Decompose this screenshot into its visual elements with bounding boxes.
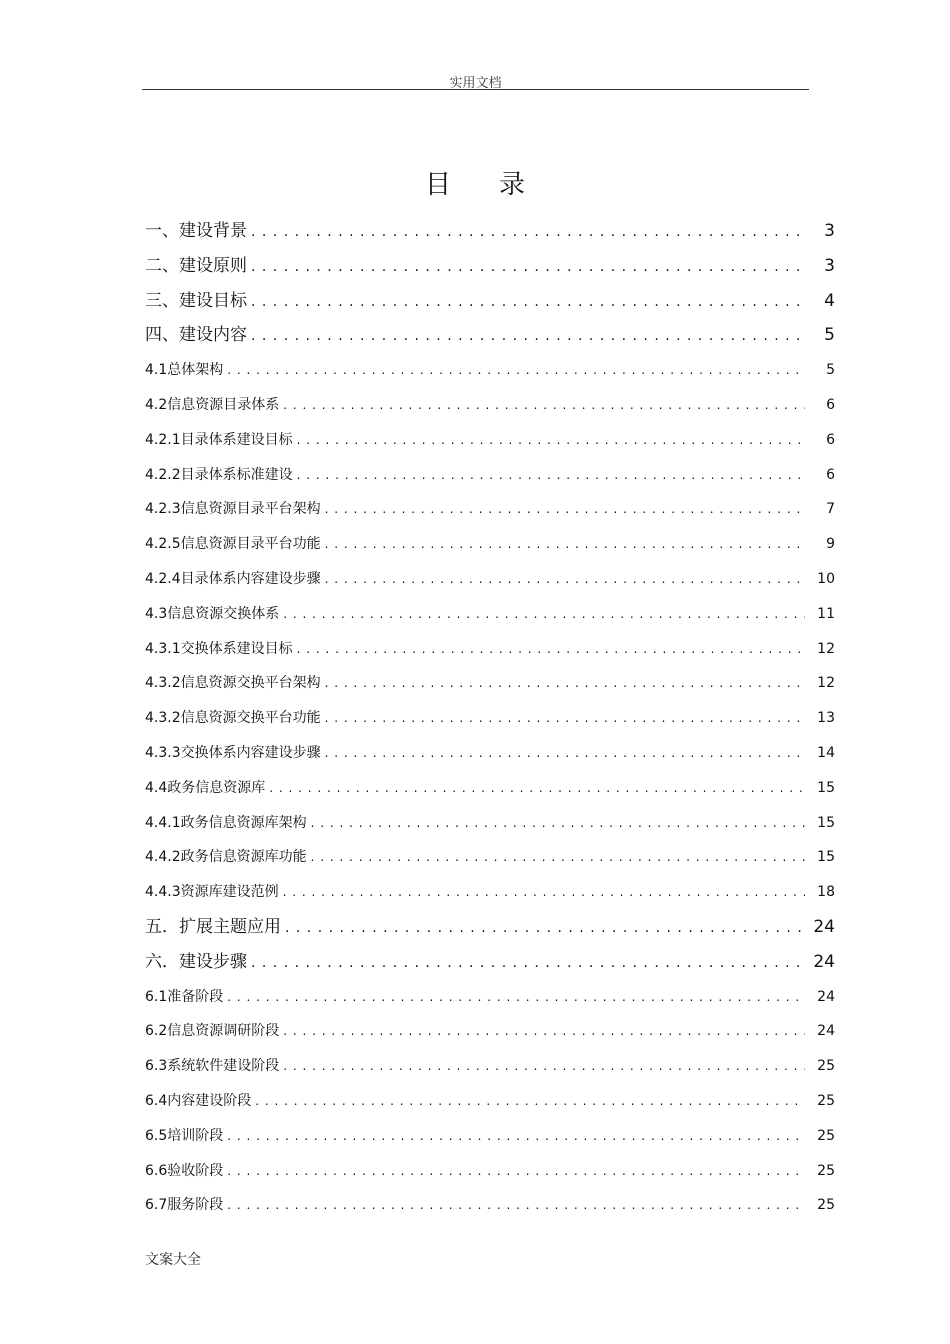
toc-leader-dots xyxy=(251,946,805,981)
toc-leader-dots xyxy=(251,285,805,320)
toc-entry[interactable] xyxy=(145,840,835,875)
toc-entry-page-number: 3 xyxy=(824,255,835,276)
toc-leader-dots xyxy=(251,250,805,285)
toc-leader-dots xyxy=(283,597,805,632)
toc-leader-dots xyxy=(251,319,805,354)
toc-leader-dots xyxy=(311,806,805,841)
toc-leader-dots xyxy=(325,736,805,771)
toc-entry[interactable] xyxy=(145,353,835,388)
toc-entry-page-number: 7 xyxy=(826,501,835,518)
toc-leader-dots xyxy=(325,701,805,736)
toc-title: 目录 xyxy=(424,170,573,200)
toc-leader-dots xyxy=(311,840,805,875)
toc-entry[interactable] xyxy=(145,1188,835,1223)
toc-entry-label: 4.3.3交换体系内容建设步骤 xyxy=(145,744,321,761)
toc-entry[interactable] xyxy=(145,388,835,423)
toc-entry-label: 4.4政务信息资源库 xyxy=(145,779,266,796)
toc-entry-page-number: 5 xyxy=(826,362,835,379)
toc-entry-label: 4.4.2政务信息资源库功能 xyxy=(145,849,307,866)
toc-entry-page-number: 24 xyxy=(817,988,835,1005)
toc-entry[interactable] xyxy=(145,1119,835,1154)
toc-entry[interactable] xyxy=(145,875,835,910)
toc-entry-page-number: 9 xyxy=(826,536,835,553)
toc-entry-page-number: 6 xyxy=(826,396,835,413)
toc-entry-label: 4.2.5信息资源目录平台功能 xyxy=(145,536,321,553)
page-footer: 文案大全 xyxy=(145,1252,201,1268)
toc-entry-page-number: 10 xyxy=(817,570,835,587)
toc-entry[interactable] xyxy=(145,597,835,632)
toc-entry-page-number: 14 xyxy=(817,744,835,761)
toc-entry[interactable] xyxy=(145,1084,835,1119)
toc-entry-page-number: 12 xyxy=(817,675,835,692)
toc-entry-page-number: 5 xyxy=(824,325,835,346)
toc-entry-label: 4.2.3信息资源目录平台架构 xyxy=(145,501,321,518)
toc-entry[interactable] xyxy=(145,736,835,771)
toc-entry-label: 4.1总体架构 xyxy=(145,362,224,379)
toc-entry[interactable] xyxy=(145,527,835,562)
toc-entry-label: 4.2.1目录体系建设目标 xyxy=(145,431,293,448)
toc-leader-dots xyxy=(283,1014,805,1049)
toc-entry-page-number: 18 xyxy=(817,884,835,901)
toc-entry-label: 4.3.2信息资源交换平台功能 xyxy=(145,710,321,727)
toc-entry[interactable] xyxy=(145,492,835,527)
toc-entry[interactable] xyxy=(145,1049,835,1084)
toc-leader-dots xyxy=(283,388,805,423)
toc-entry[interactable] xyxy=(145,666,835,701)
toc-entry-label: 六．建设步骤 xyxy=(145,951,247,972)
toc-leader-dots xyxy=(227,353,805,388)
toc-leader-dots xyxy=(325,492,805,527)
toc-entry-page-number: 24 xyxy=(813,916,835,937)
toc-leader-dots xyxy=(325,562,805,597)
toc-entry-page-number: 6 xyxy=(826,466,835,483)
toc-entry-label: 6.1准备阶段 xyxy=(145,988,224,1005)
toc-entry-label: 二、建设原则 xyxy=(145,255,247,276)
toc-entry-label: 4.4.3资源库建设范例 xyxy=(145,884,279,901)
toc-leader-dots xyxy=(285,911,805,946)
header-text: 实用文档 xyxy=(449,76,502,91)
toc-leader-dots xyxy=(325,527,805,562)
toc-entry-page-number: 25 xyxy=(817,1197,835,1214)
toc-entry[interactable] xyxy=(145,214,835,249)
toc-entry[interactable] xyxy=(145,423,835,458)
toc-entry-page-number: 25 xyxy=(817,1127,835,1144)
toc-entry-label: 4.2.2目录体系标准建设 xyxy=(145,466,293,483)
toc-leader-dots xyxy=(255,1084,805,1119)
toc-leader-dots xyxy=(297,632,805,667)
toc-entry-label: 4.3.1交换体系建设目标 xyxy=(145,640,293,657)
toc-entry[interactable] xyxy=(145,945,835,980)
toc-leader-dots xyxy=(227,1119,805,1154)
toc-entry[interactable] xyxy=(145,249,835,284)
toc-leader-dots xyxy=(227,1154,805,1189)
toc-entry-page-number: 15 xyxy=(817,849,835,866)
toc-entry-page-number: 25 xyxy=(817,1162,835,1179)
toc-entry[interactable] xyxy=(145,562,835,597)
toc-entry[interactable] xyxy=(145,806,835,841)
toc-entry-label: 6.4内容建设阶段 xyxy=(145,1092,252,1109)
toc-entry-label: 四、建设内容 xyxy=(145,325,247,346)
toc-entry-label: 4.3.2信息资源交换平台架构 xyxy=(145,675,321,692)
table-of-contents xyxy=(145,214,835,1223)
toc-entry-label: 6.7服务阶段 xyxy=(145,1197,224,1214)
toc-entry-label: 6.5培训阶段 xyxy=(145,1127,224,1144)
toc-entry[interactable] xyxy=(145,1154,835,1189)
toc-entry-page-number: 25 xyxy=(817,1092,835,1109)
toc-entry-label: 4.4.1政务信息资源库架构 xyxy=(145,814,307,831)
toc-leader-dots xyxy=(283,875,805,910)
toc-entry[interactable] xyxy=(145,458,835,493)
toc-entry-label: 4.2信息资源目录体系 xyxy=(145,396,280,413)
toc-entry-label: 4.2.4目录体系内容建设步骤 xyxy=(145,570,321,587)
toc-leader-dots xyxy=(297,458,805,493)
toc-entry-label: 4.3信息资源交换体系 xyxy=(145,605,280,622)
toc-entry[interactable] xyxy=(145,284,835,319)
toc-entry[interactable] xyxy=(145,701,835,736)
toc-entry-label: 一、建设背景 xyxy=(145,221,247,241)
toc-entry-page-number: 25 xyxy=(817,1058,835,1075)
toc-entry[interactable] xyxy=(145,1014,835,1049)
toc-leader-dots xyxy=(251,215,805,250)
toc-entry[interactable] xyxy=(145,318,835,353)
toc-entry-label: 6.6验收阶段 xyxy=(145,1162,224,1179)
toc-entry-page-number: 24 xyxy=(817,1023,835,1040)
toc-entry-label: 三、建设目标 xyxy=(145,290,247,311)
toc-leader-dots xyxy=(227,1188,805,1223)
toc-leader-dots xyxy=(269,771,805,806)
toc-entry-page-number: 24 xyxy=(813,951,835,972)
toc-entry-label: 6.2信息资源调研阶段 xyxy=(145,1023,280,1040)
toc-entry[interactable] xyxy=(145,771,835,806)
toc-entry-page-number: 15 xyxy=(817,814,835,831)
toc-entry-label: 6.3系统软件建设阶段 xyxy=(145,1058,280,1075)
toc-entry-page-number: 4 xyxy=(824,290,835,311)
toc-entry[interactable] xyxy=(145,632,835,667)
toc-leader-dots xyxy=(325,666,805,701)
toc-leader-dots xyxy=(283,1049,805,1084)
toc-entry-page-number: 12 xyxy=(817,640,835,657)
toc-entry[interactable] xyxy=(145,910,835,945)
toc-entry[interactable] xyxy=(145,980,835,1015)
toc-leader-dots xyxy=(297,423,805,458)
toc-entry-page-number: 13 xyxy=(817,710,835,727)
toc-entry-page-number: 6 xyxy=(826,431,835,448)
toc-entry-label: 五．扩展主题应用 xyxy=(145,916,281,937)
toc-leader-dots xyxy=(227,980,805,1015)
page-header xyxy=(142,72,809,90)
toc-entry-page-number: 11 xyxy=(817,605,835,622)
toc-entry-page-number: 15 xyxy=(817,779,835,796)
toc-entry-page-number: 3 xyxy=(824,221,835,241)
